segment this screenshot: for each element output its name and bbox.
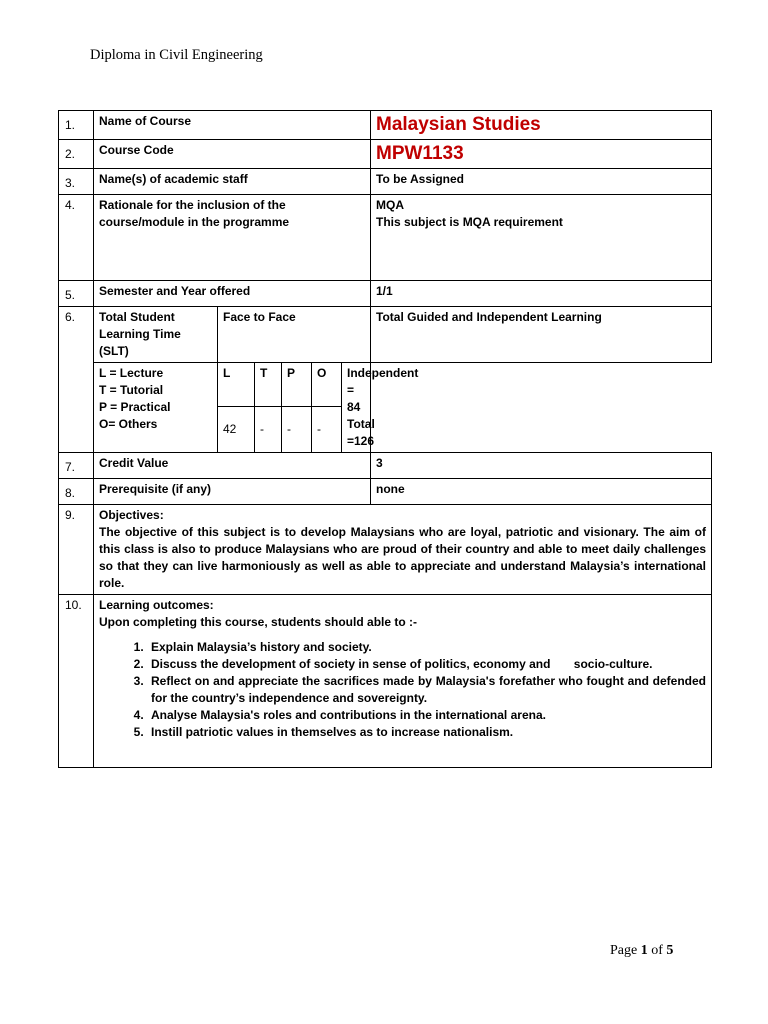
slt-col-t: T	[255, 363, 282, 407]
course-code-value: MPW1133	[371, 140, 712, 169]
row-number: 10.	[59, 595, 94, 768]
row-semester	[59, 281, 712, 307]
rationale-value-text: This subject is MQA requirement	[376, 215, 563, 229]
credit-value-value: 3	[371, 453, 712, 479]
slt-value-l: 42	[218, 406, 255, 452]
academic-staff-label: Name(s) of academic staff	[94, 169, 371, 195]
learning-outcomes-label: Learning outcomes:	[99, 598, 214, 612]
semester-label: Semester and Year offered	[94, 281, 371, 307]
slt-value-t: -	[255, 406, 282, 452]
legend-tutorial: T = Tutorial	[99, 383, 164, 397]
slt-value-o: -	[312, 406, 342, 452]
list-item: 5. Instill patriotic values in themselves as to increase nationalism.	[147, 724, 706, 741]
list-item: 4. Analyse Malaysia's roles and contributions in the international arena.	[147, 707, 706, 724]
document-header: Diploma in Civil Engineering	[90, 47, 263, 63]
row-number: 9.	[59, 505, 94, 595]
rationale-value-title: MQA	[376, 198, 404, 212]
row-objectives	[59, 505, 712, 595]
legend-lecture: L = Lecture	[99, 366, 164, 380]
learning-outcomes-cell	[94, 595, 712, 768]
slt-col-o: O	[312, 363, 342, 407]
slt-value-p: -	[282, 406, 312, 452]
row-number: 6.	[59, 307, 94, 453]
objectives-cell	[94, 505, 712, 595]
list-item: 1. Explain Malaysia’s history and society.	[147, 639, 706, 656]
course-info-table	[58, 110, 712, 768]
total-hours: Total =126	[347, 417, 375, 448]
page-number: Page 1 of 5	[610, 943, 674, 958]
row-number: 4.	[59, 195, 94, 281]
learning-outcomes-list	[99, 639, 706, 741]
credit-value-label: Credit Value	[94, 453, 371, 479]
row-slt-columns	[59, 363, 712, 407]
objectives-label: Objectives:	[99, 508, 164, 522]
list-item: 2. Discuss the development of society in sense of politics, economy and socio-culture.	[147, 656, 706, 673]
row-number: 5.	[59, 281, 94, 307]
guided-learning-label: Total Guided and Independent Learning	[371, 307, 712, 363]
row-number: 3.	[59, 169, 94, 195]
row-number: 7.	[59, 453, 94, 479]
list-item: 3. Reflect on and appreciate the sacrifices made by Malaysia's forefather who fought and defended for the country’s independence and sovereignty.	[147, 673, 706, 707]
row-academic-staff	[59, 169, 712, 195]
slt-col-l: L	[218, 363, 255, 407]
row-course-code	[59, 140, 712, 169]
rationale-label: Rationale for the inclusion of the course/module in the programme	[94, 195, 371, 281]
slt-legend	[94, 363, 218, 453]
legend-practical: P = Practical	[99, 400, 171, 414]
row-learning-outcomes	[59, 595, 712, 768]
course-name-label: Name of Course	[94, 111, 371, 140]
row-slt-header	[59, 307, 712, 363]
row-number: 1.	[59, 111, 94, 140]
row-rationale	[59, 195, 712, 281]
rationale-value	[371, 195, 712, 281]
slt-label: Total Student Learning Time (SLT)	[94, 307, 218, 363]
legend-others: O= Others	[99, 417, 158, 431]
slt-col-p: P	[282, 363, 312, 407]
semester-value: 1/1	[371, 281, 712, 307]
independent-hours: Independent = 84	[347, 366, 419, 414]
prerequisite-label: Prerequisite (if any)	[94, 479, 371, 505]
row-credit-value	[59, 453, 712, 479]
row-prerequisite	[59, 479, 712, 505]
row-course-name	[59, 111, 712, 140]
academic-staff-value: To be Assigned	[371, 169, 712, 195]
row-number: 2.	[59, 140, 94, 169]
face-to-face-label: Face to Face	[218, 307, 371, 363]
course-code-label: Course Code	[94, 140, 371, 169]
learning-outcomes-intro: Upon completing this course, students should able to :-	[99, 615, 418, 629]
row-number: 8.	[59, 479, 94, 505]
objectives-text: The objective of this subject is to develop Malaysians who are loyal, patriotic and visionary. The aim of this class is also to produce Malaysians who are proud of their country and able to meet daily challenges so that they can live harmoniously as well as able to appreciate and understand Malaysia’s international role.	[99, 525, 706, 590]
prerequisite-value: none	[371, 479, 712, 505]
slt-totals	[342, 363, 419, 453]
course-name-value: Malaysian Studies	[371, 111, 712, 140]
